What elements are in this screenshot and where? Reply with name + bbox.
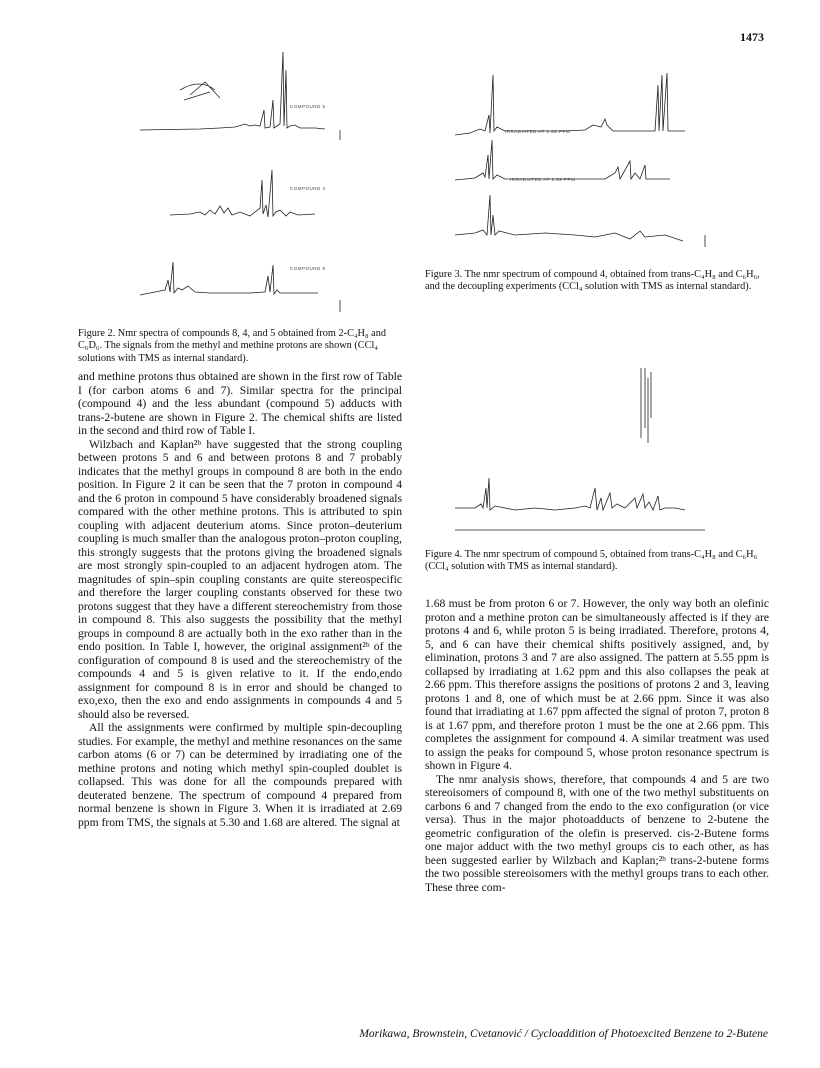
figure-2-spectra [140,40,360,320]
figure-3-spectra [455,55,715,255]
right-column-text [425,597,769,894]
label-compound-4: COMPOUND 4 [290,186,326,191]
left-paragraph-2: Wilzbach and Kaplan²ᵇ have suggested that the strong coupling between protons 5 and 6 and between protons 8 and 7 probably indicates that the methyl groups in compound 8 are both in the endo position. In Figure 2 it can be seen that the 7 proton in compound 4 and the 6 proton in compound 5 have considerably broadened signals compared with the other methine protons. This is attributed to spin coupling with adjacent deuterium atoms. Since proton–deuterium coupling is much smaller than the analogous proton–proton coupling, this strongly suggests that the protons giving the broadened signals are most strongly spin-coupled to an adjacent hydrogen atom. The magnitudes of spin–spin coupling constants are quite stereospecific and therefore the larger coupling constants observed for these two protons suggest that they have a different stereochemistry from those in compound 8. This also suggests the possibility that the methyl groups in compound 8 are actually both in the exo rather than in the endo position. In Table I, however, the original assignment²ᵇ of the configuration of compound 8 is used and the stereochemistry of the compounds 4 and 5 is given relative to it. If the endo,endo assignment for compound 8 is in error and should be changed to exo,exo, then the exo and endo assignments in compounds 4 and 5 should also be reversed. [78,437,402,721]
figure-4-spectrum [455,358,715,543]
label-compound-5: COMPOUND 5 [290,104,326,109]
label-compound-8: COMPOUND 8 [290,266,326,271]
right-paragraph-2: The nmr analysis shows, therefore, that compounds 4 and 5 are two stereoisomers of compound 8, with one of the two methyl substituents on carbons 6 and 7 changed from the endo to the exo configuration (or vice versa). Thus in the major photoadducts of benzene to 2-butene the geometric configuration of the olefin is preserved. cis-2-Butene forms one major adduct with the two methyl groups cis to each other, as has been suggested earlier by Wilzbach and Kaplan;²ᵇ trans-2-butene forms the two possible stereoisomers with the methyl groups trans to each other. These three com- [425,772,769,894]
figure-4-caption: Figure 4. The nmr spectrum of compound 5, obtained from trans-C₄H₈ and C₆H₆ (CCl₄ solution with TMS as internal standard). [425,549,758,573]
figure-3-caption: Figure 3. The nmr spectrum of compound 4, obtained from trans-C₄H₈ and C₆H₆, and the decoupling experiments (CCl₄ solution with TMS as internal standard). [425,269,760,293]
label-irradiated-162: IRRADIATED AT 1.62 PPM [505,129,571,134]
spectrum-compound-5 [140,52,340,140]
spectrum-compound-4 [170,170,326,217]
spectrum-irradiated-269 [455,140,670,182]
figure-2-caption: Figure 2. Nmr spectra of compounds 8, 4, and 5 obtained from 2-C₄H₈ and C₆D₆. The signals from the methyl and methine protons are shown (CCl₄ solutions with TMS as internal standard). [78,328,387,364]
page-number: 1473 [740,30,764,44]
right-paragraph-1: 1.68 must be from proton 6 or 7. However, the only way both an olefinic proton and a methine proton can be simultaneously affected is if they are protons 4 and 6, while proton 5 is being irradiated. Therefore, protons 4, 5, and 6 can have their chemical shifts positively assigned, and, by elimination, protons 3 and 7 are also assigned. The pattern at 5.55 ppm is collapsed by irradiating at 1.62 ppm and this also collapses the peak at 2.66 ppm. This therefore assigns the positions of protons 2 and 3, leaving protons 1 and 8, one of which must be at 2.66 ppm. Since it was also found that irradiating at 1.67 ppm affected the signal of proton 7, proton 8 is at 1.67 ppm, and therefore proton 1 must be the one at 2.66 ppm. This completes the assignment for compound 4. A similar treatment was used to assign the peaks for compound 5, whose proton resonance spectrum is shown in Figure 4. [425,597,769,772]
spectrum-compound-8 [140,262,340,312]
spectrum-normal [455,73,685,135]
left-paragraph-3: All the assignments were confirmed by multiple spin-decoupling studies. For example, the methyl and methine resonances on the same carbon atoms (6 or 7) can be determined by irradiating one of the methine protons and noting which methyl spin-coupled doublet is collapsed. This was done for all the compounds prepared with deuterated benzene. The spectrum of compound 4 prepared from normal benzene is shown in Figure 3. When it is irradiated at 2.69 ppm from TMS, the signals at 5.30 and 1.68 are altered. The signal at [78,721,402,829]
label-irradiated-269: IRRADIATED AT 2.69 PPM [510,177,576,182]
left-column-text [78,370,402,829]
page-footer: Morikawa, Brownstein, Cvetanović / Cycloaddition of Photoexcited Benzene to 2-Butene [359,1028,768,1040]
spectrum-bottom [455,195,705,247]
left-paragraph-1: and methine protons thus obtained are shown in the first row of Table I (for carbon atoms 6 and 7). Similar spectra for the principal (compound 4) and the less abundant (compound 5) adducts with trans-2-butene are shown in Figure 2. The chemical shifts are listed in the second and third row of Table I. [78,370,402,437]
